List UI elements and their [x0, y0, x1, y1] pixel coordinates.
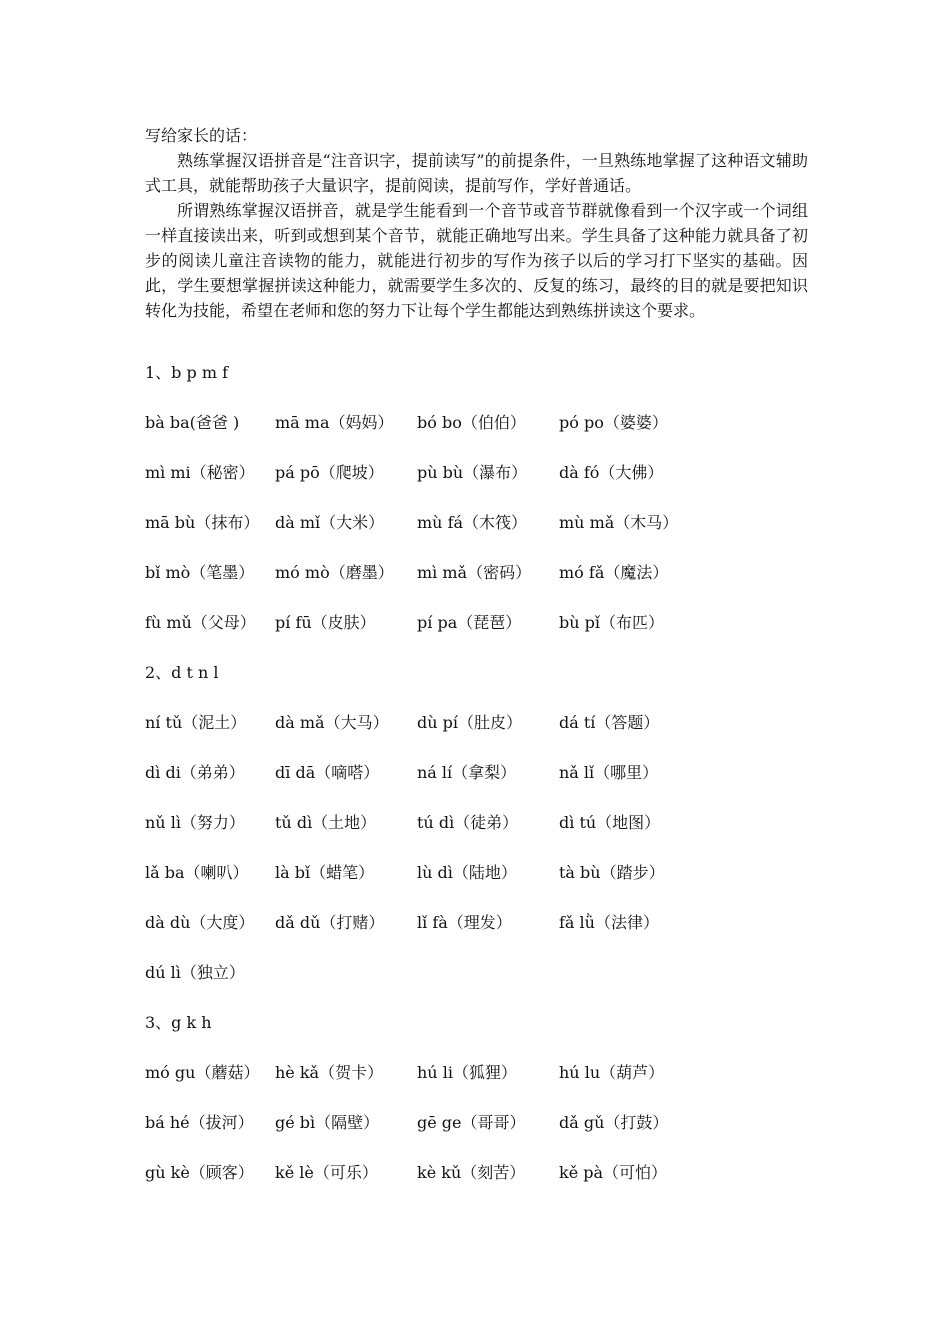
pinyin-word: mó gu（蘑菇）	[145, 1063, 260, 1082]
pinyin-word: lǐ fà（理发）	[417, 913, 512, 932]
pinyin-word: mó mò（磨墨）	[275, 563, 394, 582]
pinyin-word: bà ba(爸爸 )	[145, 413, 240, 432]
pinyin-word: mì mǎ（密码）	[417, 563, 532, 582]
pinyin-row	[145, 948, 808, 998]
pinyin-word: ná lí（拿梨）	[417, 763, 517, 782]
pinyin-word: pá pō（爬坡）	[275, 463, 384, 482]
pinyin-row	[145, 1048, 808, 1098]
pinyin-word: dà dù（大度）	[145, 913, 255, 932]
pinyin-word: hè kǎ（贺卡）	[275, 1063, 384, 1082]
pinyin-word: dá tí（答题）	[559, 713, 660, 732]
pinyin-word: pí fū（皮肤）	[275, 613, 376, 632]
section-title: 3、g k h	[145, 1013, 212, 1032]
pinyin-word: dì tú（地图）	[559, 813, 661, 832]
pinyin-word: fù mǔ（父母）	[145, 613, 256, 632]
pinyin-row	[145, 398, 808, 448]
pinyin-word: nǔ lì（努力）	[145, 813, 245, 832]
pinyin-word: dú lì（独立）	[145, 963, 245, 982]
pinyin-practice-sections	[145, 348, 808, 1198]
pinyin-word: mù fá（木筏）	[417, 513, 528, 532]
pinyin-word: tǔ dì（土地）	[275, 813, 377, 832]
pinyin-word: pí pa（琵琶）	[417, 613, 522, 632]
pinyin-word: kě lè（可乐）	[275, 1163, 378, 1182]
pinyin-word: mù mǎ（木马）	[559, 513, 679, 532]
pinyin-row	[145, 548, 808, 598]
pinyin-row	[145, 898, 808, 948]
pinyin-row	[145, 798, 808, 848]
intro-paragraph-2: 所谓熟练掌握汉语拼音，就是学生能看到一个音节或音节群就像看到一个汉字或一个词组一样直接读出来，听到或想到某个音节，就能正确地写出来。学生具备了这种能力就具备了初步的阅读儿童注音读物的能力，就能进行初步的写作为孩子以后的学习打下坚实的基础。因此，学生要想掌握拼读这种能力，就需要学生多次的、反复的练习，最终的目的就是要把知识转化为技能，希望在老师和您的努力下让每个学生都能达到熟练拼读这个要求。	[145, 201, 808, 320]
pinyin-row	[145, 698, 808, 748]
pinyin-word: dī dā（嘀嗒）	[275, 763, 380, 782]
pinyin-word: hú lu（葫芦）	[559, 1063, 665, 1082]
intro-paragraph-1: 熟练掌握汉语拼音是“注音识字，提前读写”的前提条件，一旦熟练地掌握了这种语文辅助式工具，就能帮助孩子大量识字，提前阅读，提前写作，学好普通话。	[145, 151, 808, 195]
pinyin-row	[145, 748, 808, 798]
pinyin-word: dǎ dǔ（打赌）	[275, 913, 385, 932]
pinyin-word: pù bù（瀑布）	[417, 463, 528, 482]
pinyin-row	[145, 1148, 808, 1198]
pinyin-word: tú dì（徒弟）	[417, 813, 519, 832]
pinyin-word: gē ge（哥哥）	[417, 1113, 526, 1132]
pinyin-word: bù pǐ（布匹）	[559, 613, 664, 632]
pinyin-word: bǐ mò（笔墨）	[145, 563, 255, 582]
document-page	[145, 124, 808, 1198]
pinyin-row	[145, 598, 808, 648]
pinyin-word: fǎ lǜ（法律）	[559, 913, 659, 932]
intro-heading: 写给家长的话：	[145, 126, 258, 145]
pinyin-row	[145, 498, 808, 548]
pinyin-word: gù kè（顾客）	[145, 1163, 254, 1182]
pinyin-word: bá hé（拔河）	[145, 1113, 254, 1132]
pinyin-row	[145, 1098, 808, 1148]
pinyin-word: mā ma（妈妈）	[275, 413, 394, 432]
pinyin-word: dù pí（肚皮）	[417, 713, 522, 732]
pinyin-word: tà bù（踏步）	[559, 863, 665, 882]
pinyin-word: bó bo（伯伯）	[417, 413, 526, 432]
pinyin-word: kè kǔ（刻苦）	[417, 1163, 526, 1182]
pinyin-row	[145, 448, 808, 498]
pinyin-word: ní tǔ（泥土）	[145, 713, 247, 732]
pinyin-word: dà mǎ（大马）	[275, 713, 389, 732]
pinyin-word: dà mǐ（大米）	[275, 513, 385, 532]
pinyin-word: mā bù（抹布）	[145, 513, 260, 532]
pinyin-word: lù dì（陆地）	[417, 863, 517, 882]
pinyin-word: lǎ ba（喇叭）	[145, 863, 249, 882]
pinyin-word: dǎ gǔ（打鼓）	[559, 1113, 669, 1132]
pinyin-word: kě pà（可怕）	[559, 1163, 668, 1182]
pinyin-word: hú li（狐狸）	[417, 1063, 517, 1082]
pinyin-word: dà fó（大佛）	[559, 463, 664, 482]
pinyin-word: gé bì（隔壁）	[275, 1113, 380, 1132]
pinyin-word: nǎ lǐ（哪里）	[559, 763, 659, 782]
pinyin-word: là bǐ（蜡笔）	[275, 863, 375, 882]
pinyin-word: mó fǎ（魔法）	[559, 563, 669, 582]
section-title: 1、b p m f	[145, 363, 229, 382]
section-title: 2、d t n l	[145, 663, 219, 682]
pinyin-word: pó po（婆婆）	[559, 413, 668, 432]
pinyin-row	[145, 848, 808, 898]
pinyin-word: mì mi（秘密）	[145, 463, 255, 482]
pinyin-word: dì di（弟弟）	[145, 763, 245, 782]
